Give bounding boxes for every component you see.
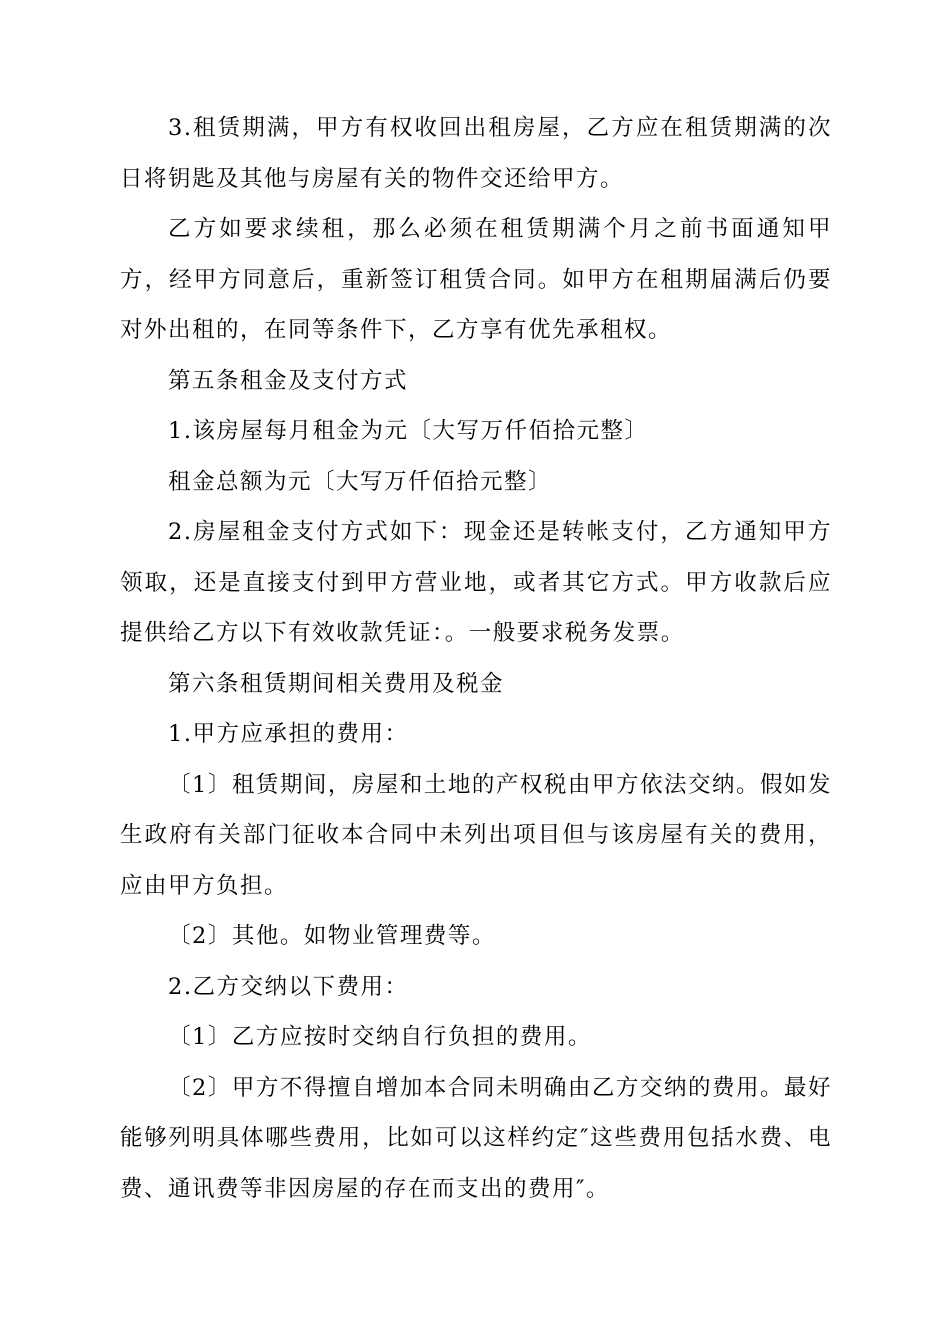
- paragraph-payment-method: 2.房屋租金支付方式如下：现金还是转帐支付，乙方通知甲方领取，还是直接支付到甲方营业地，或者其它方式。甲方收款后应提供给乙方以下有效收款凭证：。一般要求税务发票。: [120, 519, 832, 646]
- paragraph-renewal: 乙方如要求续租，那么必须在租赁期满个月之前书面通知甲方，经甲方同意后，重新签订租赁合同。如甲方在租期届满后仍要对外出租的，在同等条件下，乙方享有优先承租权。: [120, 216, 832, 343]
- paragraph-party-b-fee-2: 〔2〕甲方不得擅自增加本合同未明确由乙方交纳的费用。最好能够列明具体哪些费用，比如可以这样约定″这些费用包括水费、电费、通讯费等非因房屋的存在而支出的费用″。: [120, 1074, 832, 1202]
- paragraph-party-a-fee-2: 〔2〕其他。如物业管理费等。: [168, 923, 496, 949]
- paragraph-total-rent: 租金总额为元〔大写万仟佰拾元整〕: [168, 468, 553, 495]
- paragraph-lease-expiry: 3.租赁期满，甲方有权收回出租房屋，乙方应在租赁期满的次日将钥匙及其他与房屋有关的物件交还给甲方。: [120, 115, 832, 192]
- document-body: [120, 103, 832, 1214]
- paragraph-monthly-rent: 1.该房屋每月租金为元〔大写万仟佰拾元整〕: [168, 418, 649, 444]
- section-heading-article-5: 第五条租金及支付方式: [168, 367, 409, 394]
- paragraph-party-a-fees: 1.甲方应承担的费用：: [168, 721, 409, 747]
- paragraph-party-b-fee-1: 〔1〕乙方应按时交纳自行负担的费用。: [168, 1024, 592, 1050]
- paragraph-party-b-fees: 2.乙方交纳以下费用：: [168, 973, 409, 1000]
- section-heading-article-6: 第六条租赁期间相关费用及税金: [168, 670, 505, 697]
- paragraph-party-a-fee-1: 〔1〕租赁期间，房屋和土地的产权税由甲方依法交纳。假如发生政府有关部门征收本合同中未列出项目但与该房屋有关的费用，应由甲方负担。: [120, 771, 832, 899]
